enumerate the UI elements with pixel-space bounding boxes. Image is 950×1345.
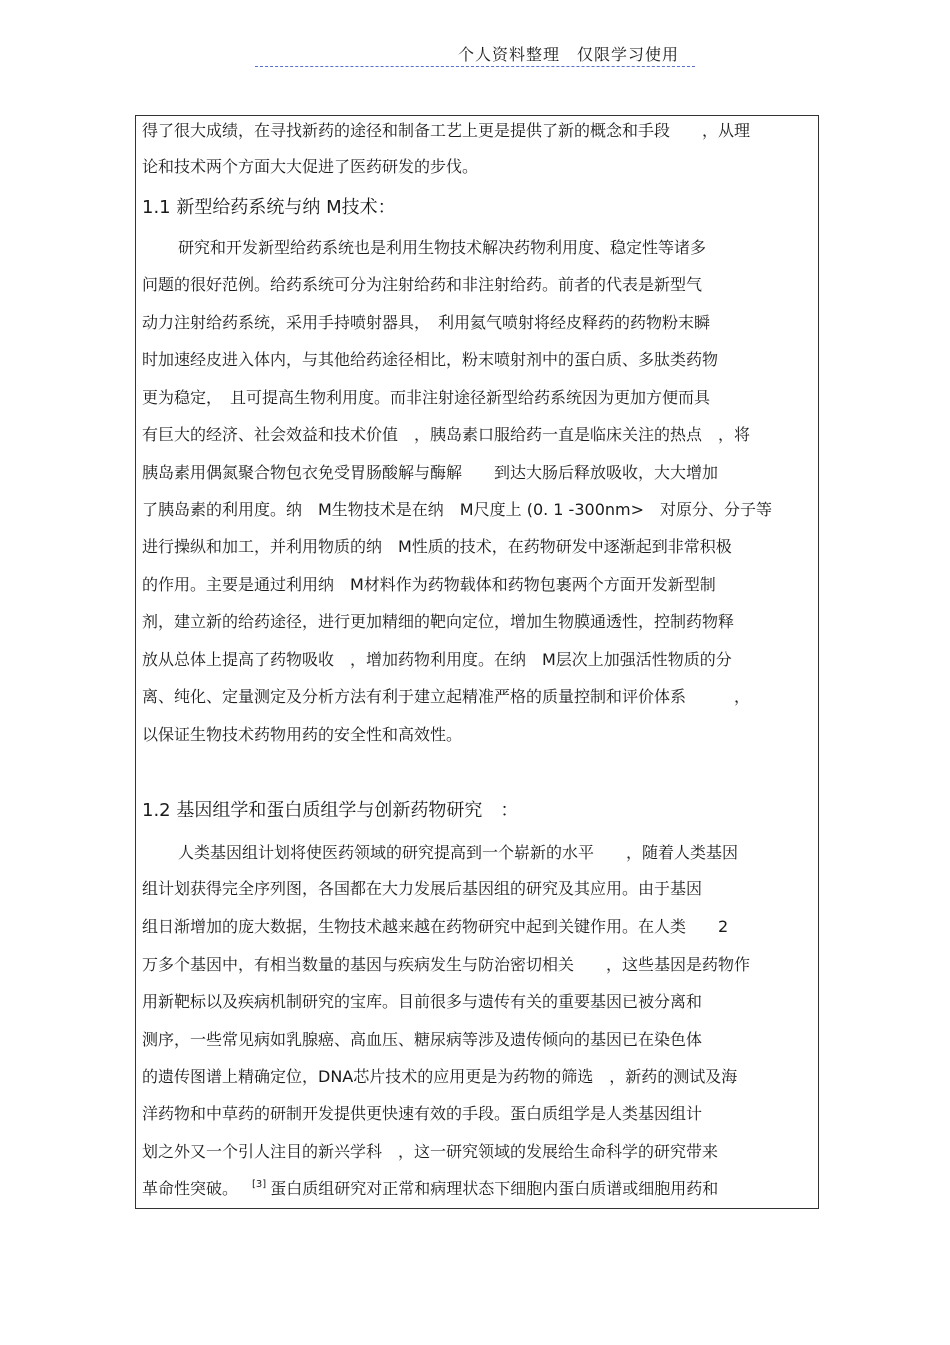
text-line: 划之外又一个引人注目的新兴学科 ，这一研究领域的发展给生命科学的研究带来 — [142, 1142, 719, 1161]
section-heading: 1.2 基因组学和蛋白质组学与创新药物研究 ： — [142, 800, 519, 821]
text-line: 的作用。主要是通过利用纳 M材料作为药物载体和药物包裹两个方面开发新型制 — [142, 575, 716, 594]
text-line: 了胰岛素的利用度。纳 M生物技术是在纳 M尺度上 (0. 1 -300nm> 对原分、分子等 — [142, 500, 773, 519]
text-line: 胰岛素用偶氮聚合物包衣免受胃肠酸解与酶解 到达大肠后释放吸收，大大增加 — [142, 463, 719, 482]
text-line: 用新靶标以及疾病机制研究的宝库。目前很多与遗传有关的重要基因已被分离和 — [142, 992, 703, 1011]
text-line: 论和技术两个方面大大促进了医药研发的步伐。 — [142, 157, 479, 176]
text-line: 进行操纵和加工，并利用物质的纳 M性质的技术，在药物研发中逐渐起到非常积极 — [142, 537, 732, 556]
text-line: 研究和开发新型给药系统也是利用生物技术解决药物利用度、稳定性等诸多 — [178, 238, 707, 257]
header-text: 个人资料整理 仅限学习使用 — [458, 45, 680, 64]
text-line: 剂，建立新的给药途径，进行更加精细的靶向定位，增加生物膜通透性，控制药物释 — [142, 612, 735, 631]
text-line: 离、纯化、定量测定及分析方法有利于建立起精准严格的质量控制和评价体系 ， — [142, 687, 751, 706]
text-segment: 蛋白质组研究对正常和病理状态下细胞内蛋白质谱或细胞用药和 — [270, 1179, 719, 1198]
text-line: 洋药物和中草药的研制开发提供更快速有效的手段。蛋白质组学是人类基因组计 — [142, 1104, 703, 1123]
text-line: 人类基因组计划将使医药领域的研究提高到一个崭新的水平 ，随着人类基因 — [178, 843, 739, 862]
text-line: 得了很大成绩，在寻找新药的途径和制备工艺上更是提供了新的概念和手段 ，从理 — [142, 121, 751, 140]
text-line: 组日渐增加的庞大数据，生物技术越来越在药物研究中起到关键作用。在人类 2 — [142, 917, 729, 936]
text-line: 时加速经皮进入体内，与其他给药途径相比，粉末喷射剂中的蛋白质、多肽类药物 — [142, 350, 719, 369]
citation-superscript: [3] — [252, 1179, 267, 1190]
text-line: 动力注射给药系统，采用手持喷射器具， 利用氦气喷射将经皮释药的药物粉末瞬 — [142, 313, 711, 332]
text-line: 放从总体上提高了药物吸收 ，增加药物利用度。在纳 M层次上加强活性物质的分 — [142, 650, 732, 669]
section-heading: 1.1 新型给药系统与纳 M技术： — [142, 197, 396, 218]
text-line: 测序，一些常见病如乳腺癌、高血压、糖尿病等涉及遗传倾向的基因已在染色体 — [142, 1030, 703, 1049]
text-segment: 革命性突破。 — [142, 1179, 239, 1198]
page-header — [255, 42, 695, 67]
text-line: 有巨大的经济、社会效益和技术价值 ，胰岛素口服给药一直是临床关注的热点 ，将 — [142, 425, 751, 444]
text-line: 的遗传图谱上精确定位，DNA芯片技术的应用更是为药物的筛选 ，新药的测试及海 — [142, 1067, 738, 1086]
text-line: 更为稳定， 且可提高生物利用度。而非注射途径新型给药系统因为更加方便而具 — [142, 388, 711, 407]
text-line: 万多个基因中，有相当数量的基因与疾病发生与防治密切相关 ，这些基因是药物作 — [142, 955, 751, 974]
text-line: 以保证生物技术药物用药的安全性和高效性。 — [142, 725, 463, 744]
text-line — [142, 1179, 718, 1202]
text-line: 组计划获得完全序列图，各国都在大力发展后基因组的研究及其应用。由于基因 — [142, 879, 703, 898]
text-line: 问题的很好范例。给药系统可分为注射给药和非注射给药。前者的代表是新型气 — [142, 275, 703, 294]
